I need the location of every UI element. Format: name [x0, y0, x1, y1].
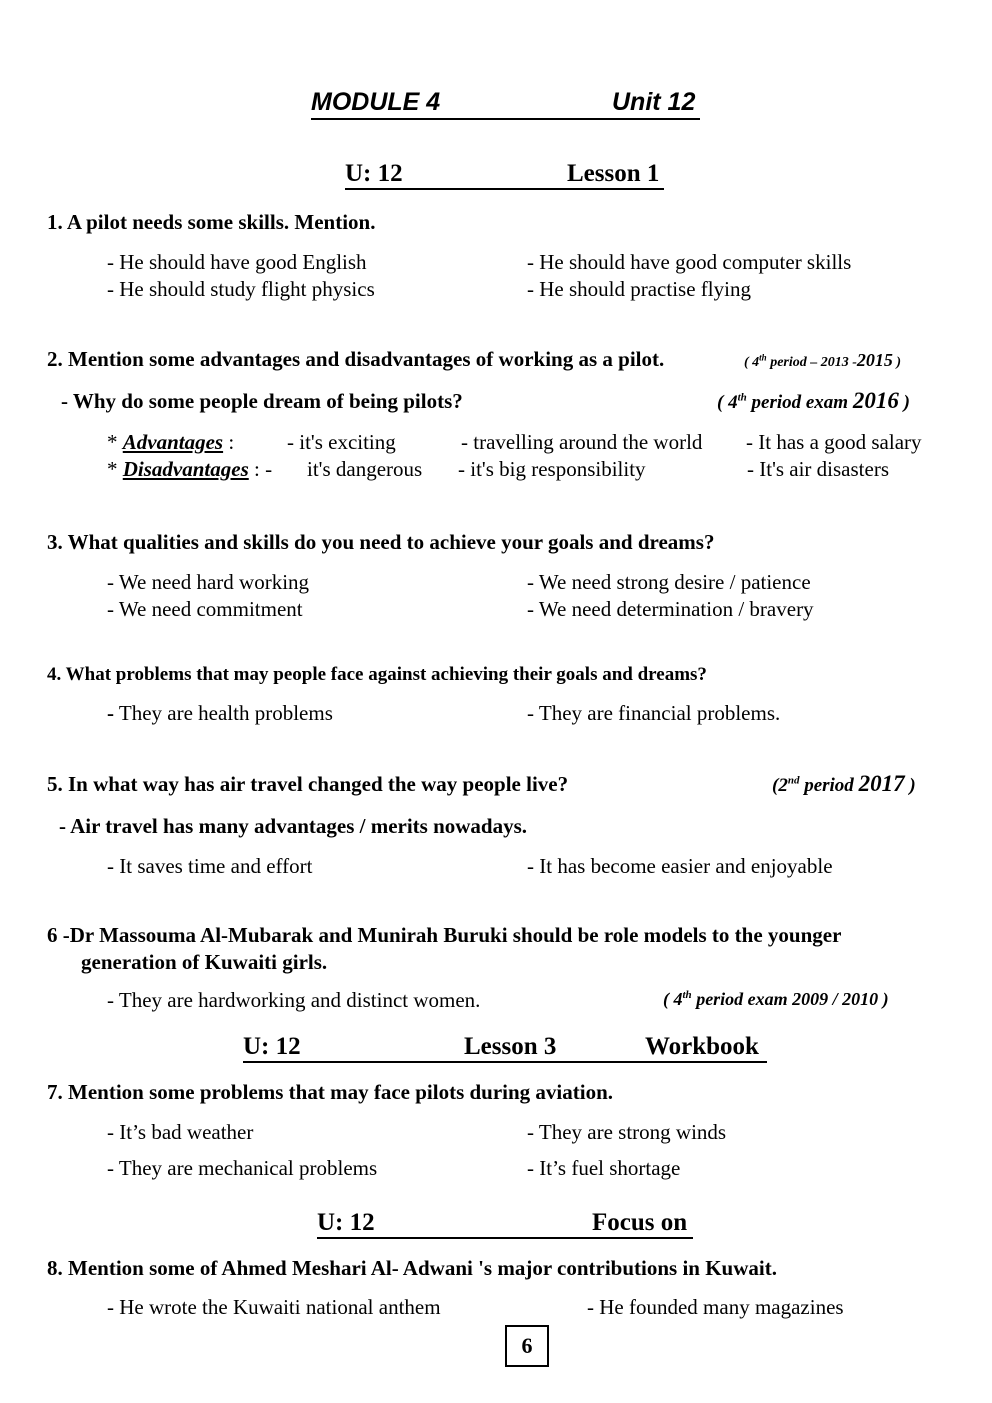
- advantages-label: Advantages: [122, 430, 224, 454]
- lesson1-name: Lesson 1: [567, 160, 660, 187]
- focus-name: Focus on: [592, 1209, 688, 1236]
- lesson3-unit: U: 12: [243, 1033, 301, 1060]
- disadvantages-row: * Disadvantages : -: [107, 457, 273, 481]
- title-underline: [311, 118, 700, 120]
- q1-answer-2: - He should have good computer skills: [527, 250, 852, 274]
- q8-answer-2: - He founded many magazines: [587, 1295, 844, 1319]
- q7-answer-2: - They are strong winds: [527, 1120, 727, 1144]
- q1-answer-1: - He should have good English: [107, 250, 367, 274]
- q3-answer-2: - We need strong desire / patience: [527, 570, 811, 594]
- q3-question: 3. What qualities and skills do you need to achieve your goals and dreams?: [47, 530, 715, 554]
- q5-sub-question: - Air travel has many advantages / merits nowadays.: [59, 814, 528, 838]
- module-title: MODULE 4: [311, 88, 441, 116]
- disadvantage-1: it's dangerous: [307, 457, 423, 481]
- q4-answer-1: - They are health problems: [107, 701, 333, 725]
- advantages-row: * Advantages :: [107, 430, 235, 454]
- q2-sub-exam-note: ( 4th period exam 2016 ): [717, 388, 910, 413]
- q1-question: 1. A pilot needs some skills. Mention.: [47, 210, 376, 234]
- q2-sub-question: - Why do some people dream of being pilots?: [61, 389, 463, 413]
- q1-answer-3: - He should study flight physics: [107, 277, 375, 301]
- q2-question: 2. Mention some advantages and disadvantages of working as a pilot.: [47, 347, 665, 371]
- q6-question-line2: generation of Kuwaiti girls.: [81, 950, 328, 974]
- lesson3-underline: [243, 1061, 767, 1063]
- q7-answer-4: - It’s fuel shortage: [527, 1156, 681, 1180]
- disadvantages-label: Disadvantages: [122, 457, 249, 481]
- q2-exam-note: ( 4th period – 2013 -2015 ): [744, 350, 902, 370]
- q8-question: 8. Mention some of Ahmed Meshari Al- Adwani 's major contributions in Kuwait.: [47, 1256, 777, 1280]
- disadvantage-3: - It's air disasters: [747, 457, 889, 481]
- q5-answer-2: - It has become easier and enjoyable: [527, 854, 833, 878]
- q7-question: 7. Mention some problems that may face pilots during aviation.: [47, 1080, 614, 1104]
- focus-underline: [317, 1237, 693, 1239]
- q3-answer-3: - We need commitment: [107, 597, 303, 621]
- q4-answer-2: - They are financial problems.: [527, 701, 781, 725]
- q5-question: 5. In what way has air travel changed the way people live?: [47, 772, 569, 796]
- q3-answer-1: - We need hard working: [107, 570, 310, 594]
- lesson3-name: Lesson 3: [464, 1033, 557, 1060]
- q6-answer: - They are hardworking and distinct women.: [107, 988, 481, 1012]
- disadvantage-2: - it's big responsibility: [458, 457, 646, 481]
- lesson1-unit: U: 12: [345, 160, 403, 187]
- q6-question-line1: 6 -Dr Massouma Al-Mubarak and Munirah Buruki should be role models to the younger: [47, 923, 842, 947]
- q8-answer-1: - He wrote the Kuwaiti national anthem: [107, 1295, 441, 1319]
- q3-answer-4: - We need determination / bravery: [527, 597, 814, 621]
- advantage-2: - travelling around the world: [461, 430, 703, 454]
- page-number: 6: [505, 1325, 549, 1367]
- q5-exam-note: (2nd period 2017 ): [772, 771, 916, 796]
- advantage-1: - it's exciting: [287, 430, 396, 454]
- q6-exam-note: ( 4th period exam 2009 / 2010 ): [663, 989, 889, 1009]
- lesson3-workbook: Workbook: [645, 1033, 759, 1060]
- q1-answer-4: - He should practise flying: [527, 277, 751, 301]
- unit-title: Unit 12: [612, 88, 696, 116]
- q5-answer-1: - It saves time and effort: [107, 854, 313, 878]
- q4-question: 4. What problems that may people face against achieving their goals and dreams?: [47, 664, 707, 685]
- focus-unit: U: 12: [317, 1209, 375, 1236]
- lesson1-underline: [345, 188, 664, 190]
- q7-answer-1: - It’s bad weather: [107, 1120, 254, 1144]
- q7-answer-3: - They are mechanical problems: [107, 1156, 378, 1180]
- advantage-3: - It has a good salary: [746, 430, 922, 454]
